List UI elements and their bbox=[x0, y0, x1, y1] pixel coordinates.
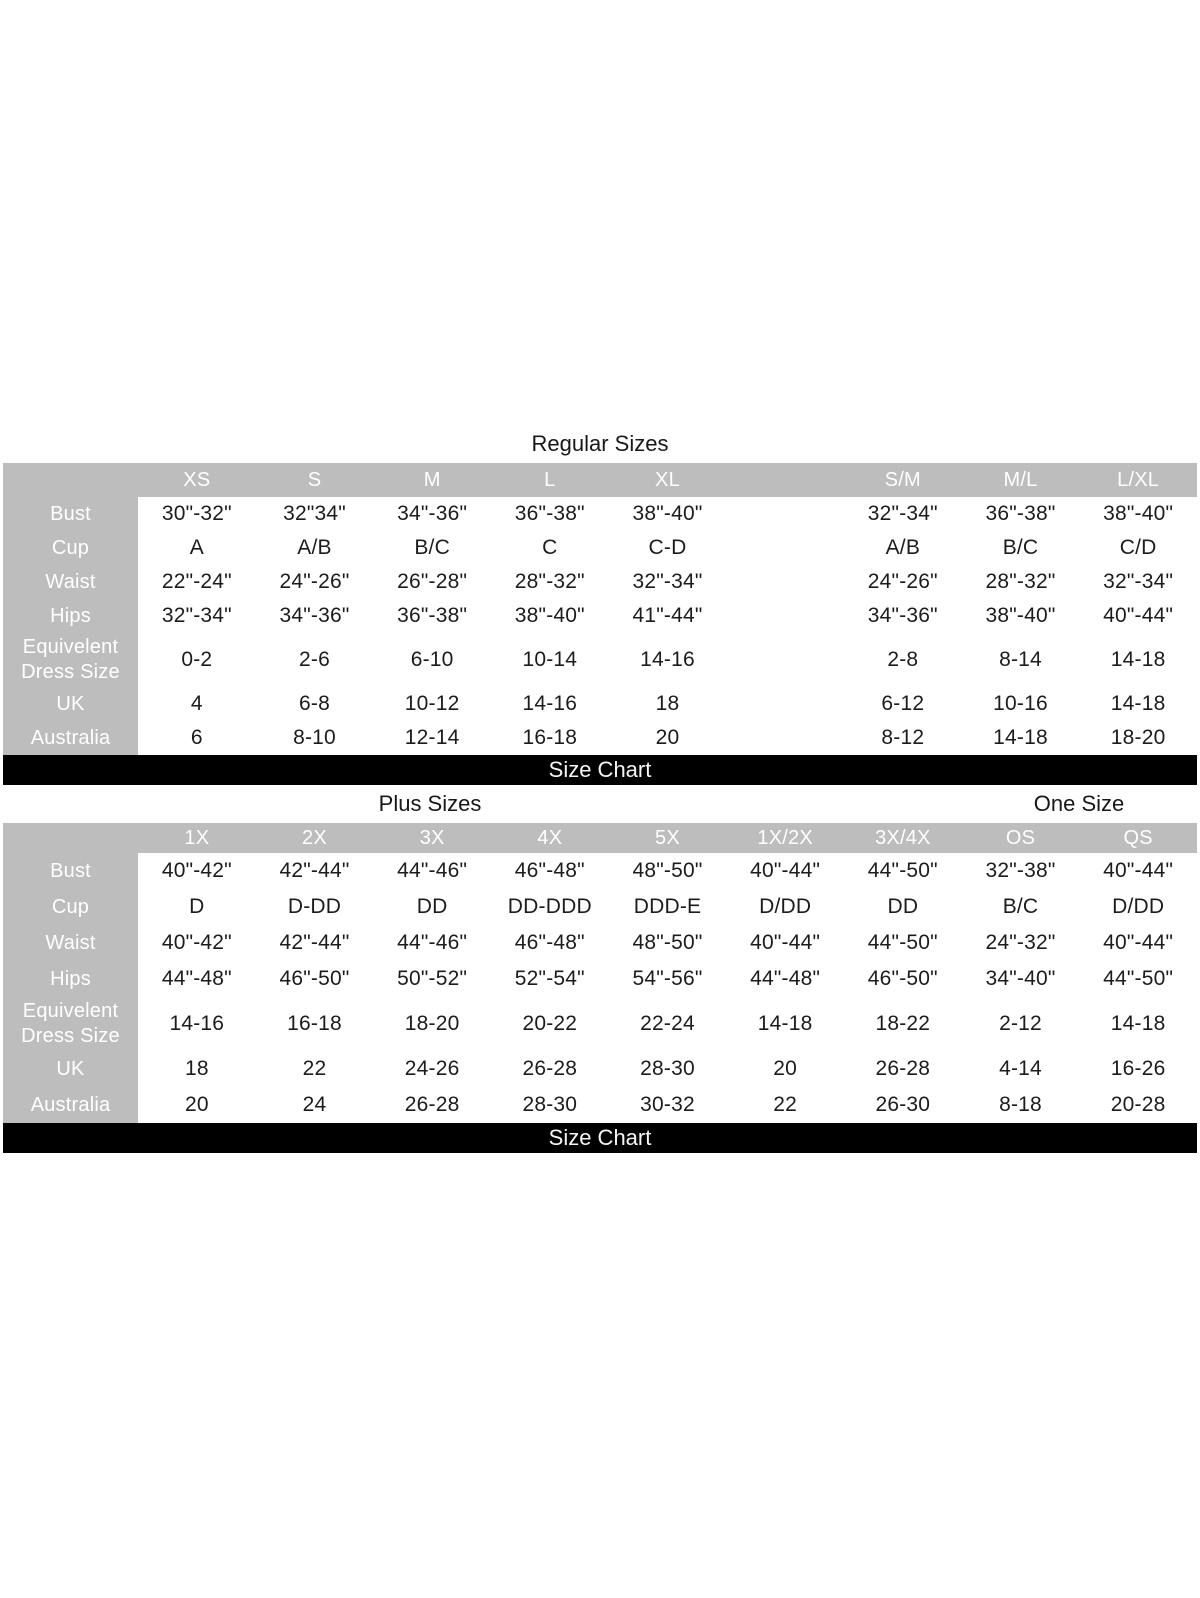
table-cell: 42"-44" bbox=[256, 853, 374, 889]
table-cell: 46"-48" bbox=[491, 925, 609, 961]
row-label-cell: Cup bbox=[3, 889, 138, 925]
table-cell: 40"-44" bbox=[1079, 925, 1197, 961]
table-cell: DD-DDD bbox=[491, 889, 609, 925]
table-cell: 8-14 bbox=[962, 633, 1080, 687]
table-cell: 44"-46" bbox=[373, 853, 491, 889]
table-cell: 22 bbox=[256, 1051, 374, 1087]
table-cell: 30-32 bbox=[609, 1087, 727, 1123]
row-label-cell: Waist bbox=[3, 925, 138, 961]
table-cell: 41"-44" bbox=[609, 599, 727, 633]
table-cell: 4-14 bbox=[962, 1051, 1080, 1087]
table-cell: 44"-48" bbox=[138, 961, 256, 997]
table-cell: 4 bbox=[138, 687, 256, 721]
table-cell: 38"-40" bbox=[491, 599, 609, 633]
column-header-cell: 1X bbox=[138, 823, 256, 853]
table-cell: 6 bbox=[138, 721, 256, 755]
table-cell: D/DD bbox=[726, 889, 844, 925]
table-cell: 32"-34" bbox=[138, 599, 256, 633]
column-header-cell: 3X bbox=[373, 823, 491, 853]
table-cell: 38"-40" bbox=[962, 599, 1080, 633]
table-cell: 52"-54" bbox=[491, 961, 609, 997]
table-cell: 38"-40" bbox=[609, 497, 727, 531]
table-cell: 40"-44" bbox=[726, 853, 844, 889]
table-cell: 8-18 bbox=[962, 1087, 1080, 1123]
table-cell: 22"-24" bbox=[138, 565, 256, 599]
table-row bbox=[3, 721, 1197, 755]
table-cell: 20 bbox=[609, 721, 727, 755]
table-cell: 0-2 bbox=[138, 633, 256, 687]
table-cell: 24 bbox=[256, 1087, 374, 1123]
column-header-cell: XS bbox=[138, 463, 256, 497]
row-label-cell: Hips bbox=[3, 599, 138, 633]
table-cell: 28"-32" bbox=[962, 565, 1080, 599]
column-header-cell: 5X bbox=[609, 823, 727, 853]
table-row bbox=[3, 997, 1197, 1051]
table-row bbox=[3, 531, 1197, 565]
table-cell: D/DD bbox=[1079, 889, 1197, 925]
table-cell: 54"-56" bbox=[609, 961, 727, 997]
table-cell: 48"-50" bbox=[609, 925, 727, 961]
table-cell: 16-18 bbox=[491, 721, 609, 755]
table-cell: 24-26 bbox=[373, 1051, 491, 1087]
table-cell: 22 bbox=[726, 1087, 844, 1123]
table-cell: 20-28 bbox=[1079, 1087, 1197, 1123]
table-cell: 20-22 bbox=[491, 997, 609, 1051]
table-cell: 26-28 bbox=[491, 1051, 609, 1087]
column-header-cell: 3X/4X bbox=[844, 823, 962, 853]
table-cell: B/C bbox=[962, 531, 1080, 565]
table-cell: 38"-40" bbox=[1079, 497, 1197, 531]
row-label-cell: Equivelent Dress Size bbox=[3, 997, 138, 1051]
corner-cell bbox=[3, 463, 138, 497]
table-cell: 14-18 bbox=[1079, 687, 1197, 721]
table-cell bbox=[726, 531, 844, 565]
table-cell: D-DD bbox=[256, 889, 374, 925]
regular-sizes-table bbox=[3, 463, 1197, 755]
plus-sizes-title: Plus Sizes bbox=[378, 791, 482, 816]
table-cell: 26-30 bbox=[844, 1087, 962, 1123]
table-cell: 14-18 bbox=[1079, 633, 1197, 687]
column-header-cell: XL bbox=[609, 463, 727, 497]
table-cell: A/B bbox=[256, 531, 374, 565]
table-cell: 42"-44" bbox=[256, 925, 374, 961]
table-cell: 26-28 bbox=[844, 1051, 962, 1087]
table-cell: 32"-38" bbox=[962, 853, 1080, 889]
table-row bbox=[3, 961, 1197, 997]
table-cell: 24"-26" bbox=[844, 565, 962, 599]
size-chart-bar-label: Size Chart bbox=[548, 1125, 652, 1150]
table-cell: 34"-36" bbox=[373, 497, 491, 531]
table-cell: 44"-50" bbox=[844, 853, 962, 889]
table-cell: 18-20 bbox=[373, 997, 491, 1051]
table-cell bbox=[726, 599, 844, 633]
table-cell: 46"-50" bbox=[844, 961, 962, 997]
table-cell: 32"34" bbox=[256, 497, 374, 531]
row-label-cell: UK bbox=[3, 1051, 138, 1087]
size-chart-bar bbox=[3, 755, 1197, 785]
table-cell: 28-30 bbox=[609, 1051, 727, 1087]
table-header-row bbox=[3, 823, 1197, 853]
table-cell: DD bbox=[844, 889, 962, 925]
table-cell: 12-14 bbox=[373, 721, 491, 755]
table-cell: 34"-40" bbox=[962, 961, 1080, 997]
table-cell: 36"-38" bbox=[491, 497, 609, 531]
table-cell: 36"-38" bbox=[962, 497, 1080, 531]
column-header-cell: M bbox=[373, 463, 491, 497]
table-cell: DD bbox=[373, 889, 491, 925]
table-cell: A/B bbox=[844, 531, 962, 565]
table-cell: 14-16 bbox=[491, 687, 609, 721]
table-row bbox=[3, 1087, 1197, 1123]
size-chart-bar bbox=[3, 1123, 1197, 1153]
column-header-cell: OS bbox=[962, 823, 1080, 853]
table-cell: 8-12 bbox=[844, 721, 962, 755]
table-cell: 34"-36" bbox=[256, 599, 374, 633]
table-cell: 10-16 bbox=[962, 687, 1080, 721]
table-cell: 40"-44" bbox=[1079, 599, 1197, 633]
table-cell: 14-18 bbox=[962, 721, 1080, 755]
table-cell: 6-10 bbox=[373, 633, 491, 687]
row-label-cell: Equivelent Dress Size bbox=[3, 633, 138, 687]
table-cell: 40"-42" bbox=[138, 853, 256, 889]
table-cell: 6-12 bbox=[844, 687, 962, 721]
table-cell: 20 bbox=[138, 1087, 256, 1123]
table-cell: 34"-36" bbox=[844, 599, 962, 633]
table-cell: DDD-E bbox=[609, 889, 727, 925]
column-header-cell: M/L bbox=[962, 463, 1080, 497]
table-cell: 46"-48" bbox=[491, 853, 609, 889]
table-cell bbox=[726, 633, 844, 687]
table-cell: 40"-44" bbox=[726, 925, 844, 961]
table-cell: D bbox=[138, 889, 256, 925]
table-cell: 16-26 bbox=[1079, 1051, 1197, 1087]
table-cell: 16-18 bbox=[256, 997, 374, 1051]
table-row bbox=[3, 853, 1197, 889]
column-header-cell: L bbox=[491, 463, 609, 497]
column-header-cell: 1X/2X bbox=[726, 823, 844, 853]
table-cell: 32"-34" bbox=[1079, 565, 1197, 599]
table-row bbox=[3, 565, 1197, 599]
plus-sizes-table bbox=[3, 823, 1197, 1123]
column-header-cell: S/M bbox=[844, 463, 962, 497]
column-header-cell: L/XL bbox=[1079, 463, 1197, 497]
regular-sizes-title: Regular Sizes bbox=[531, 431, 669, 456]
column-header-cell: 2X bbox=[256, 823, 374, 853]
table-cell: 44"-48" bbox=[726, 961, 844, 997]
column-header-cell: S bbox=[256, 463, 374, 497]
table-cell bbox=[726, 687, 844, 721]
row-label-cell: Waist bbox=[3, 565, 138, 599]
table-cell: B/C bbox=[373, 531, 491, 565]
table-cell: 18-22 bbox=[844, 997, 962, 1051]
table-cell: 32"-34" bbox=[844, 497, 962, 531]
table-cell: B/C bbox=[962, 889, 1080, 925]
table-row bbox=[3, 599, 1197, 633]
table-cell: 40"-42" bbox=[138, 925, 256, 961]
table-cell bbox=[726, 721, 844, 755]
column-header-cell bbox=[726, 463, 844, 497]
table-cell: C bbox=[491, 531, 609, 565]
table-cell: 48"-50" bbox=[609, 853, 727, 889]
row-label-cell: Bust bbox=[3, 853, 138, 889]
table-cell: 14-16 bbox=[138, 997, 256, 1051]
column-header-cell: 4X bbox=[491, 823, 609, 853]
table-header-row bbox=[3, 463, 1197, 497]
plus-sizes-title-row bbox=[3, 785, 1197, 823]
table-cell: 26-28 bbox=[373, 1087, 491, 1123]
table-cell bbox=[726, 565, 844, 599]
table-cell: 2-12 bbox=[962, 997, 1080, 1051]
table-cell: 28-30 bbox=[491, 1087, 609, 1123]
table-cell: C-D bbox=[609, 531, 727, 565]
table-row bbox=[3, 1051, 1197, 1087]
table-cell: 50"-52" bbox=[373, 961, 491, 997]
table-cell: 28"-32" bbox=[491, 565, 609, 599]
table-row bbox=[3, 889, 1197, 925]
row-label-cell: Cup bbox=[3, 531, 138, 565]
table-cell: 18 bbox=[609, 687, 727, 721]
table-row bbox=[3, 497, 1197, 531]
table-cell: 8-10 bbox=[256, 721, 374, 755]
table-cell: 10-12 bbox=[373, 687, 491, 721]
table-cell: 10-14 bbox=[491, 633, 609, 687]
table-cell: 44"-50" bbox=[1079, 961, 1197, 997]
row-label-cell: Australia bbox=[3, 721, 138, 755]
row-label-cell: Australia bbox=[3, 1087, 138, 1123]
table-cell: 2-8 bbox=[844, 633, 962, 687]
size-chart-bar-label: Size Chart bbox=[548, 757, 652, 782]
row-label-cell: UK bbox=[3, 687, 138, 721]
table-row bbox=[3, 687, 1197, 721]
table-cell: 46"-50" bbox=[256, 961, 374, 997]
table-row bbox=[3, 633, 1197, 687]
table-cell: 24"-32" bbox=[962, 925, 1080, 961]
table-cell: 6-8 bbox=[256, 687, 374, 721]
row-label-cell: Bust bbox=[3, 497, 138, 531]
table-cell: 44"-46" bbox=[373, 925, 491, 961]
table-cell: 18 bbox=[138, 1051, 256, 1087]
table-cell: A bbox=[138, 531, 256, 565]
table-cell: 14-16 bbox=[609, 633, 727, 687]
table-cell: 22-24 bbox=[609, 997, 727, 1051]
table-cell: 40"-44" bbox=[1079, 853, 1197, 889]
table-cell: 14-18 bbox=[1079, 997, 1197, 1051]
column-header-cell: QS bbox=[1079, 823, 1197, 853]
table-cell bbox=[726, 497, 844, 531]
table-cell: 30"-32" bbox=[138, 497, 256, 531]
table-cell: 44"-50" bbox=[844, 925, 962, 961]
table-cell: 20 bbox=[726, 1051, 844, 1087]
table-cell: 2-6 bbox=[256, 633, 374, 687]
table-cell: 24"-26" bbox=[256, 565, 374, 599]
table-row bbox=[3, 925, 1197, 961]
table-cell: 18-20 bbox=[1079, 721, 1197, 755]
table-cell: C/D bbox=[1079, 531, 1197, 565]
row-label-cell: Hips bbox=[3, 961, 138, 997]
table-cell: 36"-38" bbox=[373, 599, 491, 633]
table-cell: 26"-28" bbox=[373, 565, 491, 599]
table-cell: 14-18 bbox=[726, 997, 844, 1051]
table-cell: 32"-34" bbox=[609, 565, 727, 599]
corner-cell bbox=[3, 823, 138, 853]
one-size-title: One Size bbox=[1033, 791, 1125, 816]
